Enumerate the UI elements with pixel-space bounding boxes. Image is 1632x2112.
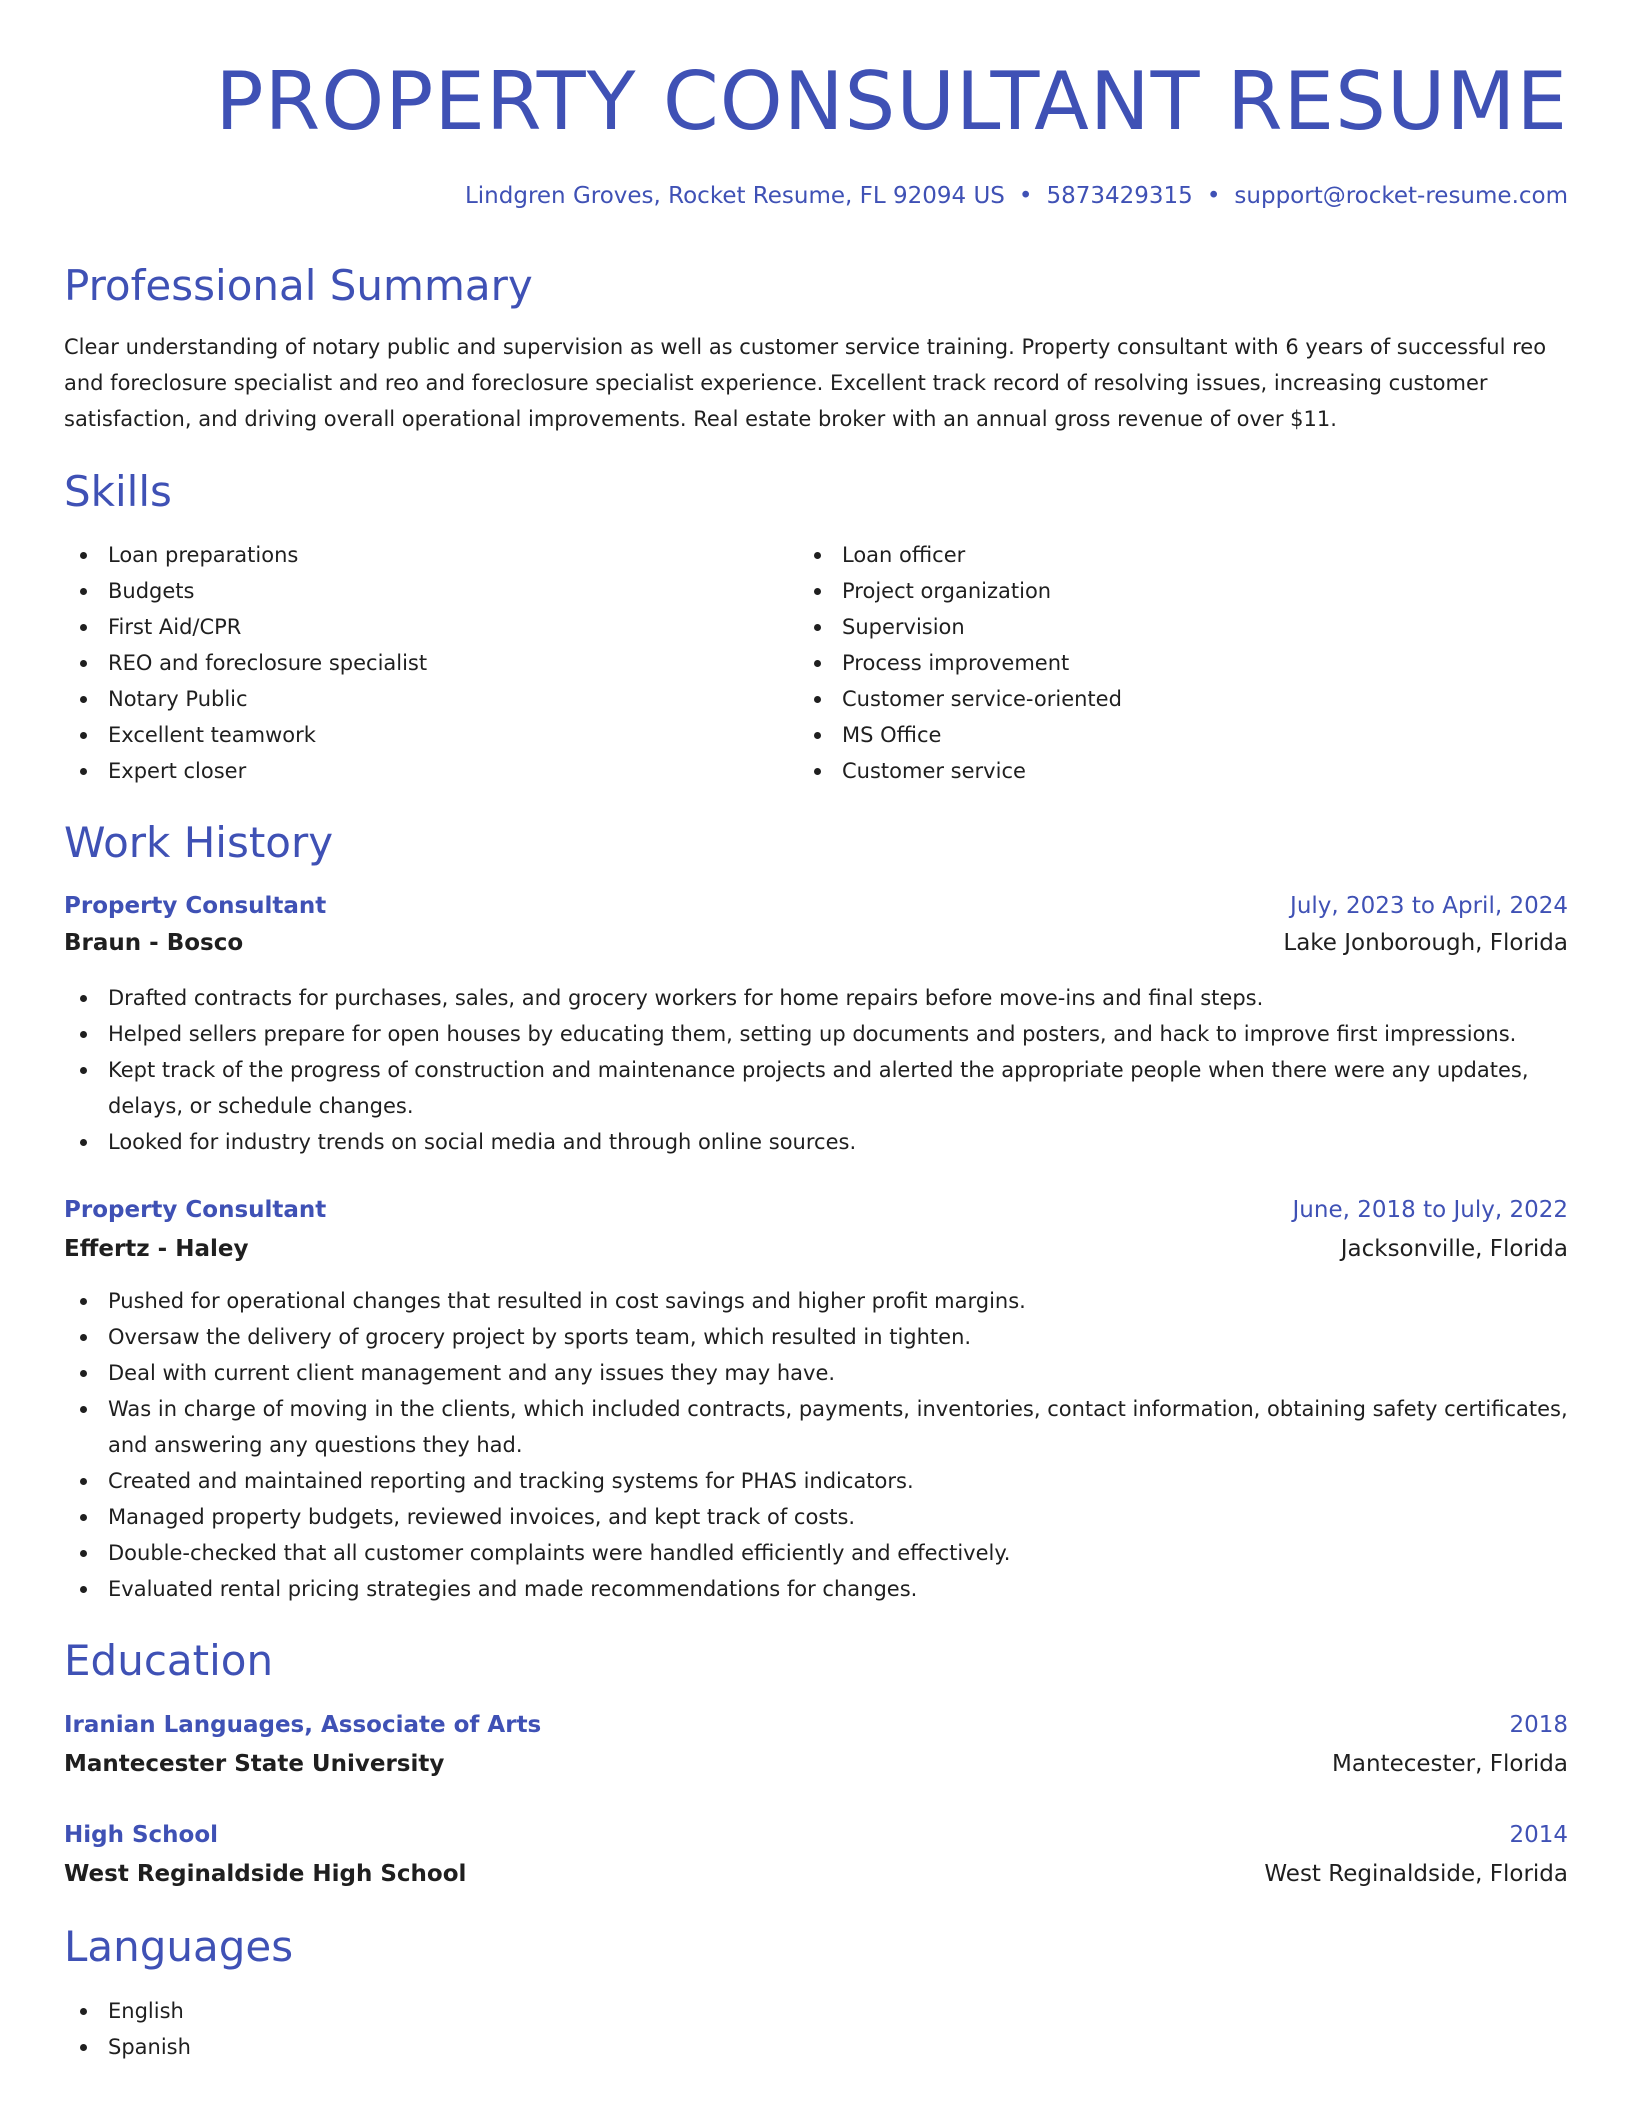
skills-heading: Skills [64,467,172,516]
job-bullet: Pushed for operational changes that resulted in cost savings and higher profit margins. [64,1283,1568,1319]
job-header-row [64,888,1568,924]
job-dates: July, 2023 to April, 2024 [1290,893,1568,919]
job-bullet: Deal with current client management and any issues they may have. [64,1355,1568,1391]
job-bullet: Drafted contracts for purchases, sales, and grocery workers for home repairs before move-ins and final steps. [64,980,1568,1016]
contact-separator: • [1206,183,1221,209]
skill-item: Excellent teamwork [64,717,764,753]
job-title: Property Consultant [64,1197,327,1223]
job-location: Jacksonville, Florida [1340,1236,1568,1262]
job-bullet: Helped sellers prepare for open houses by educating them, setting up documents and posters, and hack to improve first impressions. [64,1016,1568,1052]
education-location: West Reginaldside, Florida [1264,1861,1568,1887]
job-bullet: Kept track of the progress of construction and maintenance projects and alerted the appropriate people when there were any updates, delays, or schedule changes. [64,1052,1568,1124]
job-header-row [64,1192,1568,1228]
language-item: Spanish [64,2029,1568,2065]
skill-item: Customer service [798,753,1498,789]
skill-item: Expert closer [64,753,764,789]
job-company: Effertz - Haley [64,1236,249,1262]
language-item: English [64,1993,1568,2029]
work-history-heading: Work History [64,818,334,867]
summary-text: Clear understanding of notary public and supervision as well as customer service training. Property consultant with 6 years of successful reo and foreclosure specialist and reo and foreclosure specialist experience. Excellent track record of resolving issues, increasing customer satisfaction, and driving overall operational improvements. Real estate broker with an annual gross revenue of over $11. [64,335,1547,431]
education-degree: High School [64,1822,219,1848]
job-company-row [64,1231,1568,1267]
job-bullet: Managed property budgets, reviewed invoices, and kept track of costs. [64,1499,1568,1535]
skills-right-column [798,537,1498,789]
contact-line [465,180,1568,212]
job-company-row [64,925,1568,961]
summary-heading: Professional Summary [64,261,533,310]
education-header-row [64,1817,1568,1853]
job-bullet: Oversaw the delivery of grocery project by sports team, which resulted in tighten. [64,1319,1568,1355]
resume-title: PROPERTY CONSULTANT RESUME [215,55,1568,148]
skill-item: Supervision [798,609,1498,645]
education-school: West Reginaldside High School [64,1861,467,1887]
skill-item: Loan officer [798,537,1498,573]
skill-item: Process improvement [798,645,1498,681]
job-dates: June, 2018 to July, 2022 [1292,1197,1568,1223]
contact-separator: • [1018,183,1033,209]
skill-item: Project organization [798,573,1498,609]
languages-list [64,1993,1568,2065]
skill-item: First Aid/CPR [64,609,764,645]
education-school: Mantecester State University [64,1751,445,1777]
job-location: Lake Jonborough, Florida [1283,930,1568,956]
skill-item: Notary Public [64,681,764,717]
job-bullet: Evaluated rental pricing strategies and made recommendations for changes. [64,1571,1568,1607]
education-year: 2014 [1509,1822,1568,1848]
job-bullets [64,980,1568,1160]
job-bullet: Was in charge of moving in the clients, which included contracts, payments, inventories, contact information, obtaining safety certificates, and answering any questions they had. [64,1391,1568,1463]
job-bullets [64,1283,1568,1607]
education-header-row [64,1707,1568,1743]
contact-email: support@rocket-resume.com [1234,183,1568,209]
skills-left-column [64,537,764,789]
languages-heading: Languages [64,1922,294,1971]
contact-phone: 5873429315 [1046,183,1193,209]
skill-item: MS Office [798,717,1498,753]
job-company: Braun - Bosco [64,930,244,956]
education-location: Mantecester, Florida [1332,1751,1568,1777]
job-bullet: Created and maintained reporting and tracking systems for PHAS indicators. [64,1463,1568,1499]
job-bullet: Looked for industry trends on social media and through online sources. [64,1124,1568,1160]
skill-item: REO and foreclosure specialist [64,645,764,681]
skill-item: Loan preparations [64,537,764,573]
skill-item: Budgets [64,573,764,609]
education-school-row [64,1746,1568,1782]
education-school-row [64,1856,1568,1892]
education-heading: Education [64,1636,274,1685]
contact-address: Lindgren Groves, Rocket Resume, FL 92094 US [464,183,1005,209]
education-year: 2018 [1509,1712,1568,1738]
skill-item: Customer service-oriented [798,681,1498,717]
job-title: Property Consultant [64,893,327,919]
job-bullet: Double-checked that all customer complaints were handled efficiently and effectively. [64,1535,1568,1571]
education-degree: Iranian Languages, Associate of Arts [64,1712,542,1738]
